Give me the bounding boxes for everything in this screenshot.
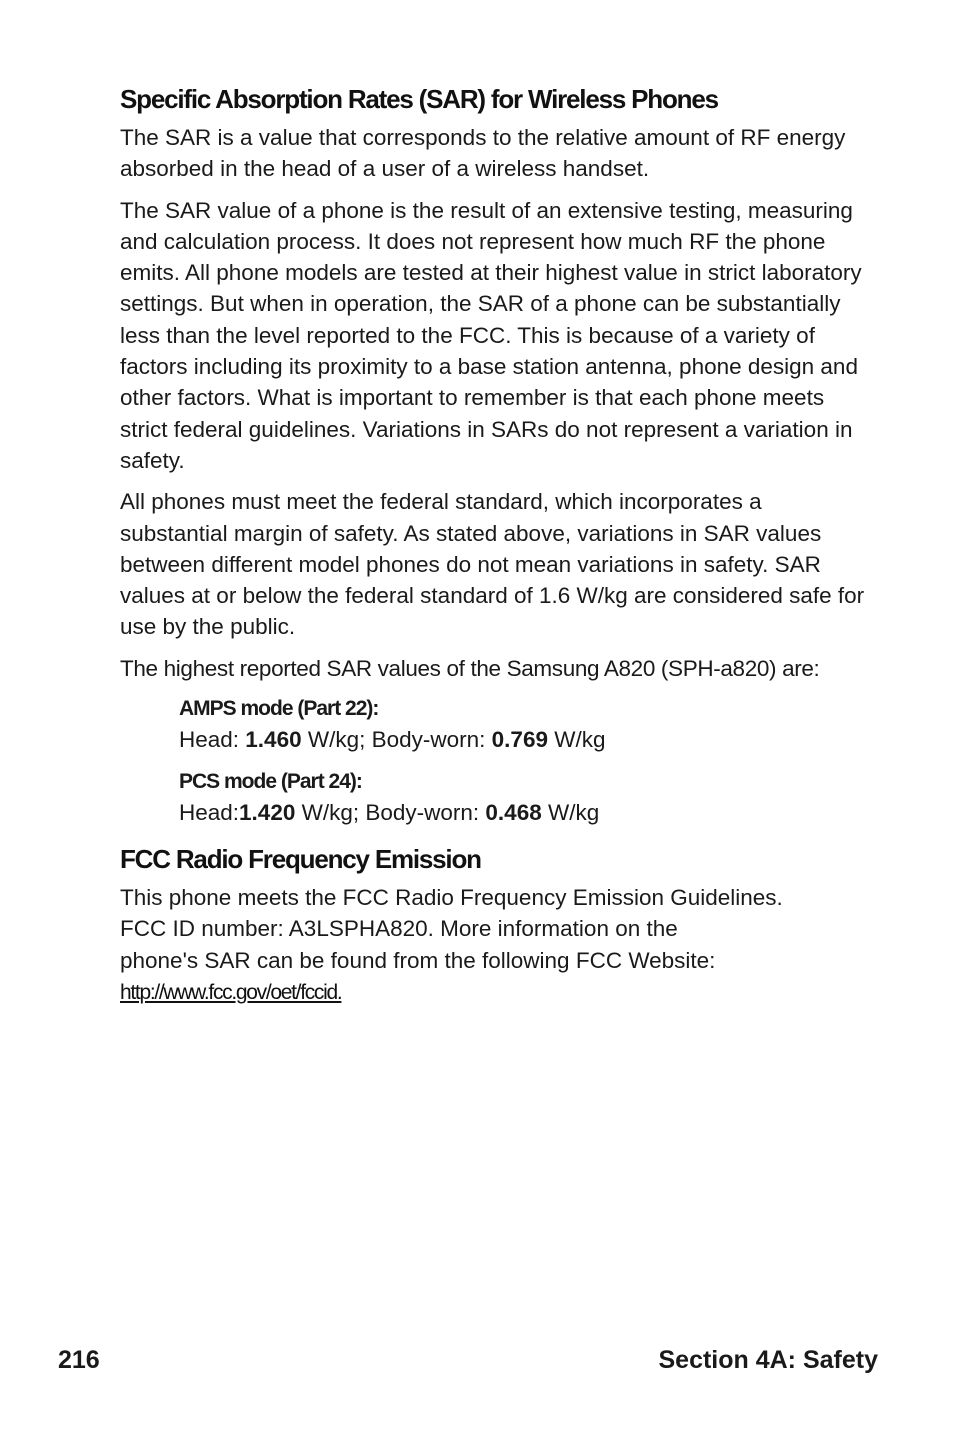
sar-paragraph-4: The highest reported SAR values of the Samsung A820 (SPH-a820) are: xyxy=(120,655,820,681)
sar-paragraph-2: The SAR value of a phone is the result of an extensive testing, measuring and calculation process. It does not represent how much RF the phone emits. All phone models are tested at their highest value in strict laboratory settings. But when in operation, the SAR of a phone can be substantially less than the level reported to the FCC. This is because of a variety of factors including its proximity to a base station antenna, phone design and other factors. What is important to remember is that each phone meets strict federal guidelines. Variations in SARs do not represent a variation in safety. xyxy=(120,197,862,473)
fcc-line-2: FCC ID number: A3LSPHA820. More information on the xyxy=(120,916,678,942)
sar-heading: Specific Absorption Rates (SAR) for Wireless Phones xyxy=(120,84,718,114)
pcs-body-value: 0.468 xyxy=(485,800,542,826)
pcs-mode-label: PCS mode (Part 24): xyxy=(179,770,362,794)
amps-body-value: 0.769 xyxy=(491,727,548,753)
fcc-heading: FCC Radio Frequency Emission xyxy=(120,844,481,875)
fcc-line-3: phone's SAR can be found from the following FCC Website: xyxy=(120,947,716,973)
amps-head-prefix: Head: xyxy=(179,727,246,753)
amps-mode-label: AMPS mode (Part 22): xyxy=(179,697,379,721)
sar-paragraph-3: All phones must meet the federal standard, which incorporates a substantial margin of safety. As stated above, variations in SAR values between different model phones do not mean variations in safety. SAR values at or below the federal standard of 1.6 W/kg are considered safe for use by the public. xyxy=(120,489,865,640)
section-title: Section 4A: Safety xyxy=(658,1346,878,1374)
page-footer xyxy=(58,1346,878,1375)
fcc-line-1: This phone meets the FCC Radio Frequency Emission Guidelines. xyxy=(120,885,783,911)
amps-unit-suffix: W/kg xyxy=(547,727,606,753)
page-number: 216 xyxy=(58,1346,100,1374)
amps-body-prefix: W/kg; Body-worn: xyxy=(301,727,492,753)
fcc-website-link[interactable]: http://www.fcc.gov/oet/fccid. xyxy=(120,980,342,1004)
sar-values xyxy=(179,694,865,828)
pcs-unit-suffix: W/kg xyxy=(541,800,600,826)
page-content xyxy=(120,80,865,1018)
fcc-paragraph xyxy=(120,882,865,1008)
amps-mode-values xyxy=(179,724,865,755)
pcs-body-prefix: W/kg; Body-worn: xyxy=(295,800,486,826)
pcs-head-value: 1.420 xyxy=(239,800,296,826)
sar-paragraph-1: The SAR is a value that corresponds to the relative amount of RF energy absorbed in the head of a user of a wireless handset. xyxy=(120,125,846,182)
pcs-head-prefix: Head: xyxy=(179,800,240,826)
pcs-mode-values xyxy=(179,797,865,828)
amps-head-value: 1.460 xyxy=(245,727,302,753)
